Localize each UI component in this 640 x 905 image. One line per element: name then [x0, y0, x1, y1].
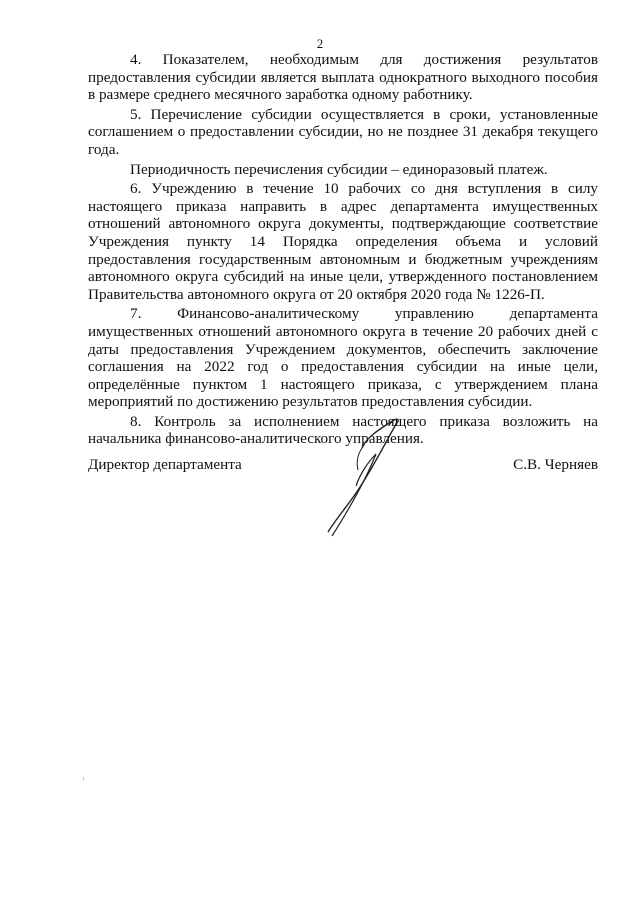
paragraph-7: 7. Финансово-аналитическому управлению департамента имущественных отношений автономного округа в течение 20 рабочих дней с даты предоставления Учреждением документов, обеспечить заключение соглашения на 2022 год о предоставления субсидии на иные цели, определённые пунктом 1 настоящего приказа, с утверждением плана мероприятий по достижению результатов предоставления субсидии. — [88, 305, 598, 411]
page-number: 2 — [316, 36, 324, 51]
scan-mark — [83, 777, 84, 780]
paragraph-periodicity: Периодичность перечисления субсидии – единоразовый платеж. — [130, 160, 548, 178]
paragraph-6: 6. Учреждению в течение 10 рабочих со дня вступления в силу настоящего приказа направить в адрес департамента имущественных отношений автономного округа документы, подтверждающие соответствие Учреждения пункту 14 Порядка определения объема и условий предоставления государственным автономным и бюджетным учреждениям автономного округа субсидий на иные цели, утвержденного постановлением Правительства автономного округа от 20 октября 2020 года № 1226-П. — [88, 180, 598, 303]
document-body — [88, 51, 598, 450]
signatory-name: С.В. Черняев — [513, 456, 598, 473]
paragraph-8: 8. Контроль за исполнением настоящего приказа возложить на начальника финансово-аналитического управления. — [88, 412, 598, 448]
paragraph-4: 4. Показателем, необходимым для достижения результатов предоставления субсидии является выплата однократного выходного пособия в размере среднего месячного заработка одному работнику. — [88, 51, 598, 104]
signatory-position: Директор департамента — [88, 456, 242, 473]
paragraph-5: 5. Перечисление субсидии осуществляется в сроки, установленные соглашением о предоставлении субсидии, но не позднее 31 декабря текущего года. — [88, 105, 598, 158]
handwritten-signature — [318, 414, 422, 544]
